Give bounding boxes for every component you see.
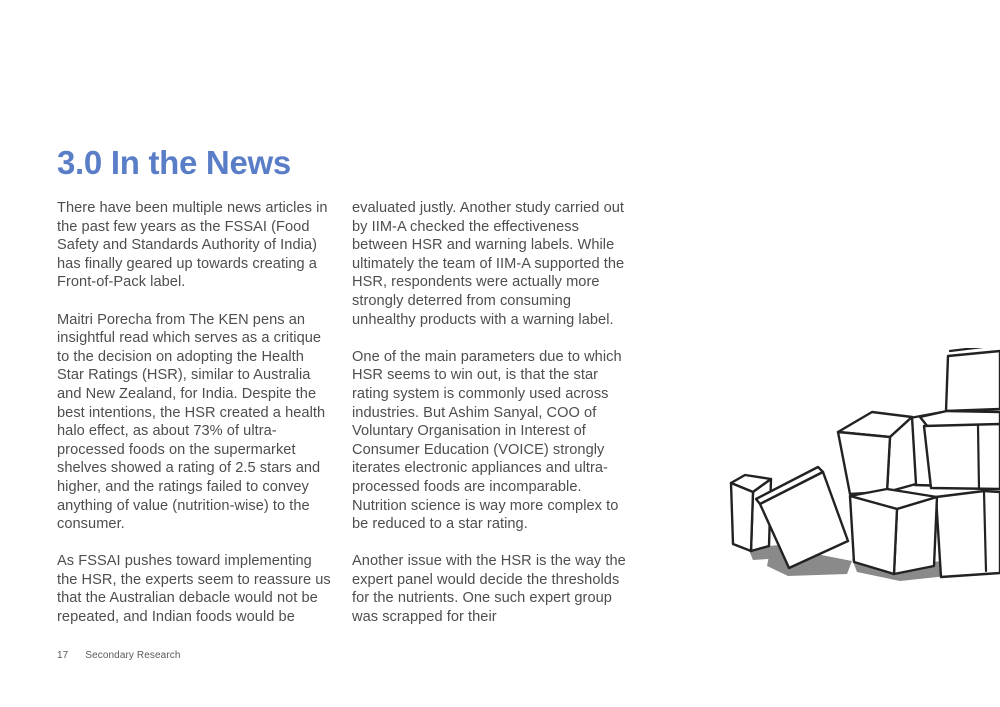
paragraph: Maitri Porecha from The KEN pens an insightful read which serves as a critique to the decision on adopting the Health Star Ratings (HSR), similar to Australia and New Zealand, for India. Despite the best intentions, the HSR created a health halo effect, as about 73% of ultra-processed foods on the supermarket shelves showed a rating of 2.5 stars and higher, and the ratings failed to convey anything of value (nutrition-wise) to the consumer. [57, 311, 326, 533]
boxes-sketch-svg [725, 348, 1000, 593]
text-column-right [352, 199, 631, 645]
page-footer [57, 650, 181, 661]
sketch-cube-middle-tilted [838, 412, 916, 494]
paragraph: Another issue with the HSR is the way the expert panel would decide the thresholds for the nutrients. One such expert group was scrapped for their [352, 553, 626, 626]
stacked-boxes-sketch-illustration [725, 348, 1000, 593]
page-number: 17 [57, 650, 69, 661]
paragraph: One of the main parameters due to which HSR seems to win out, is that the star rating system is commonly used across industries. But Ashim Sanyal, COO of Voluntary Organisation in Interest of Consumer Education (VOICE) strongly iterates electronic appliances and ultra-processed foods are incomparable. Nutrition science is way more complex to be reduced to a star rating. [352, 348, 622, 533]
footer-section-label: Secondary Research [85, 650, 181, 661]
sketch-box-mid-right [920, 411, 1000, 489]
sketch-cube-bottom-center [850, 489, 937, 574]
paragraph: As FSSAI pushes toward implementing the HSR, the experts seem to reassure us that the Australian debacle would not be repeated, and Indian foods would be [57, 553, 331, 626]
sketch-box-top-right [946, 348, 1000, 411]
page-title: 3.0 In the News [57, 144, 291, 181]
paragraph: evaluated justly. Another study carried out by IIM-A checked the effectiveness between HSR and warning labels. While ultimately the team of IIM-A supported the HSR, respondents were actually more strongly deterred from consuming unhealthy products with a warning label. [352, 200, 625, 328]
paragraph: There have been multiple news articles in the past few years as the FSSAI (Food Safety and Standards Authority of India) has finally geared up towards creating a Front-of-Pack label. [57, 200, 328, 291]
sketch-box-bottom-right [936, 491, 1000, 577]
text-column-left [57, 199, 334, 645]
